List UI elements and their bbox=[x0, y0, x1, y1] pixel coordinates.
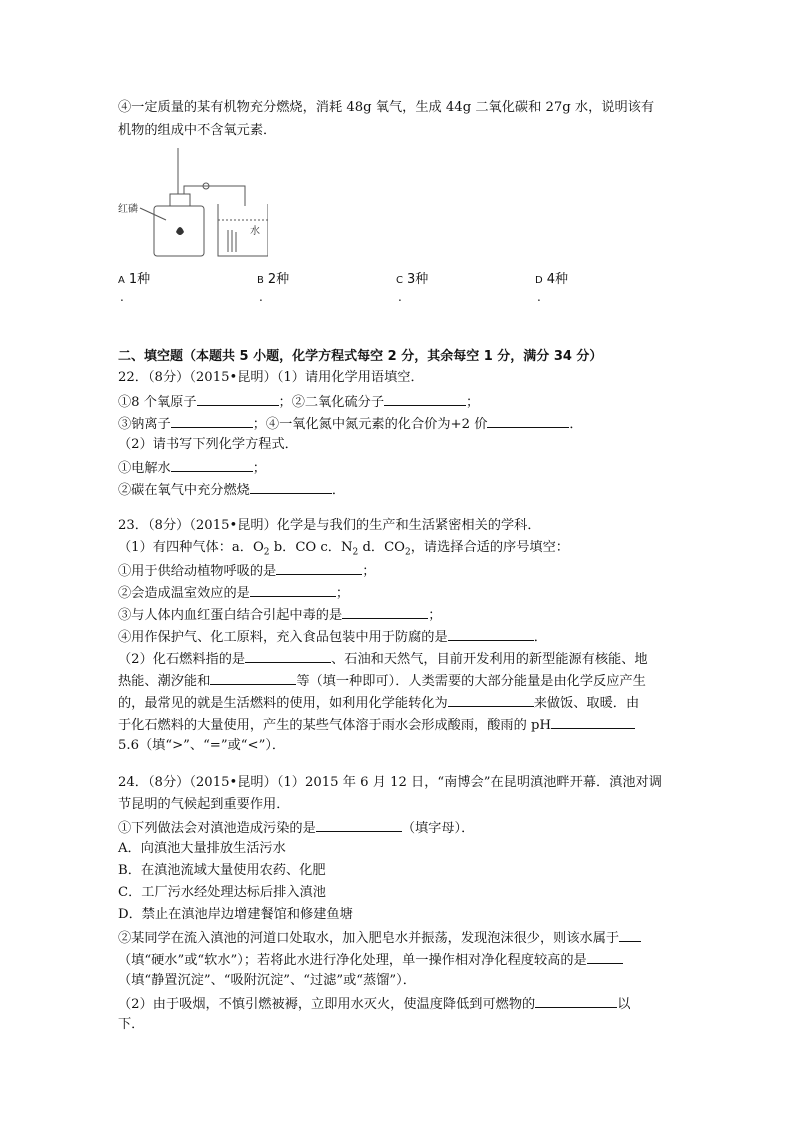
q21-statement-4-line1: ④一定质量的某有机物充分燃烧，消耗 48g 氧气，生成 44g 二氧化碳和 27g 水，说明该有 bbox=[118, 100, 655, 115]
q23-line-9: 的，最常见的就是生活燃料的使用，如利用化学能转化为 来做饭、取暖．由 bbox=[118, 692, 639, 714]
q23-line-6: ④用作保护气、化工原料，充入食品包装中用于防腐的是 ． bbox=[118, 626, 547, 648]
q24-choice-d: D．禁止在滇池岸边增建餐馆和修建鱼塘 bbox=[118, 907, 353, 922]
q23-line-5: ③与人体内血红蛋白结合引起中毒的是 ； bbox=[118, 604, 441, 626]
q22-part-2: （2）请书写下列化学方程式． bbox=[118, 437, 298, 452]
option-b[interactable]: B 2种 bbox=[257, 272, 290, 287]
answer-blank[interactable] bbox=[197, 391, 279, 406]
answer-blank[interactable] bbox=[587, 949, 623, 964]
answer-blank[interactable] bbox=[535, 993, 617, 1008]
q23-line-11: 5.6（填“>”、“=”或“<”）． bbox=[118, 738, 286, 753]
option-c[interactable]: C 3种 bbox=[396, 272, 429, 287]
answer-blank[interactable] bbox=[619, 927, 641, 942]
answer-blank[interactable] bbox=[448, 692, 534, 707]
section-heading: 二、填空题（本题共 5 小题，化学方程式每空 2 分，其余每空 1 分，满分 34 分） bbox=[118, 349, 603, 364]
q24-choice-b: B．在滇池流域大量使用农药、化肥 bbox=[118, 863, 326, 878]
answer-blank[interactable] bbox=[276, 560, 362, 575]
option-a[interactable]: A 1种 bbox=[118, 272, 151, 287]
q23-line-4: ②会造成温室效应的是 ； bbox=[118, 582, 349, 604]
q24-line-9: （填“硬水”或“软水”）；若将此水进行净化处理，单一操作相对净化程度较高的是 bbox=[118, 949, 623, 971]
option-b-dot: . bbox=[259, 290, 263, 304]
option-d[interactable]: D 4种 bbox=[535, 272, 568, 287]
answer-blank[interactable] bbox=[316, 817, 402, 832]
q23-gases-line: （1）有四种气体：a．$O_2$ b．CO c．$N_2$ d．$CO_2$，请选择合适的序号填空： bbox=[118, 540, 569, 558]
figure-label-red-phosphorus: 红磷 bbox=[118, 204, 138, 215]
answer-blank[interactable] bbox=[342, 604, 428, 619]
q24-line-2: 节昆明的气候起到重要作用． bbox=[118, 797, 290, 812]
option-c-dot: . bbox=[398, 290, 402, 304]
q24-line-8: ②某同学在流入滇池的河道口处取水，加入肥皂水并振荡，发现泡沫很少，则该水属于 bbox=[118, 927, 641, 949]
q22-line-6: ②碳在氧气中充分燃烧 ． bbox=[118, 479, 345, 501]
q21-statement-4-line2: 机物的组成中不含氧元素． bbox=[118, 123, 277, 138]
answer-blank[interactable] bbox=[245, 648, 331, 663]
option-a-dot: . bbox=[120, 290, 124, 304]
q22-intro: 22．（8分）（2015•昆明）（1）请用化学用语填空． bbox=[118, 370, 424, 385]
answer-blank[interactable] bbox=[210, 670, 296, 685]
q24-choice-c: C．工厂污水经处理达标后排入滇池 bbox=[118, 885, 326, 900]
q24-choice-a: A．向滇池大量排放生活污水 bbox=[118, 841, 286, 856]
q23-intro: 23．（8分）（2015•昆明）化学是与我们的生产和生活紧密相关的学科． bbox=[118, 518, 541, 533]
answer-blank[interactable] bbox=[551, 714, 635, 729]
q23-line-8: 热能、潮汐能和 等（填一种即可）．人类需要的大部分能量是由化学反应产生 bbox=[118, 670, 646, 692]
q22-line-3: ③钠离子 ；④一氧化氮中氮元素的化合价为+2 价 ． bbox=[118, 413, 583, 435]
q24-line-11: （2）由于吸烟，不慎引燃被褥，立即用水灭火，使温度降低到可燃物的 以 bbox=[118, 993, 630, 1015]
q22-line-2: ①8 个氧原子 ；②二氧化硫分子 ； bbox=[118, 391, 479, 413]
q24-line-12: 下． bbox=[118, 1017, 145, 1032]
answer-blank[interactable] bbox=[171, 457, 253, 472]
q23-line-10: 于化石燃料的大量使用，产生的某些气体溶于雨水会形成酸雨，酸雨的 pH bbox=[118, 714, 635, 736]
figure-label-water: 水 bbox=[250, 226, 260, 237]
answer-blank[interactable] bbox=[250, 479, 332, 494]
q23-line-7: （2）化石燃料指的是 、石油和天然气，目前开发利用的新型能源有核能、地 bbox=[118, 648, 648, 670]
answer-blank[interactable] bbox=[250, 582, 336, 597]
answer-blank[interactable] bbox=[171, 413, 253, 428]
answer-blank[interactable] bbox=[487, 413, 569, 428]
q22-line-5: ①电解水 ； bbox=[118, 457, 266, 479]
q24-line-3: ①下列做法会对滇池造成污染的是 （填字母）． bbox=[118, 817, 474, 839]
answer-blank[interactable] bbox=[384, 391, 466, 406]
option-d-dot: . bbox=[537, 290, 541, 304]
apparatus-figure bbox=[118, 140, 268, 262]
q24-intro: 24．（8分）（2015•昆明）（1）2015 年 6 月 12 日，“南博会”在昆明滇池畔开幕．滇池对调 bbox=[118, 775, 662, 790]
q23-line-3: ①用于供给动植物呼吸的是 ； bbox=[118, 560, 375, 582]
answer-blank[interactable] bbox=[448, 626, 534, 641]
q24-line-10: （填“静置沉淀”、“吸附沉淀”、“过滤”或“蒸馏”）． bbox=[118, 973, 416, 988]
